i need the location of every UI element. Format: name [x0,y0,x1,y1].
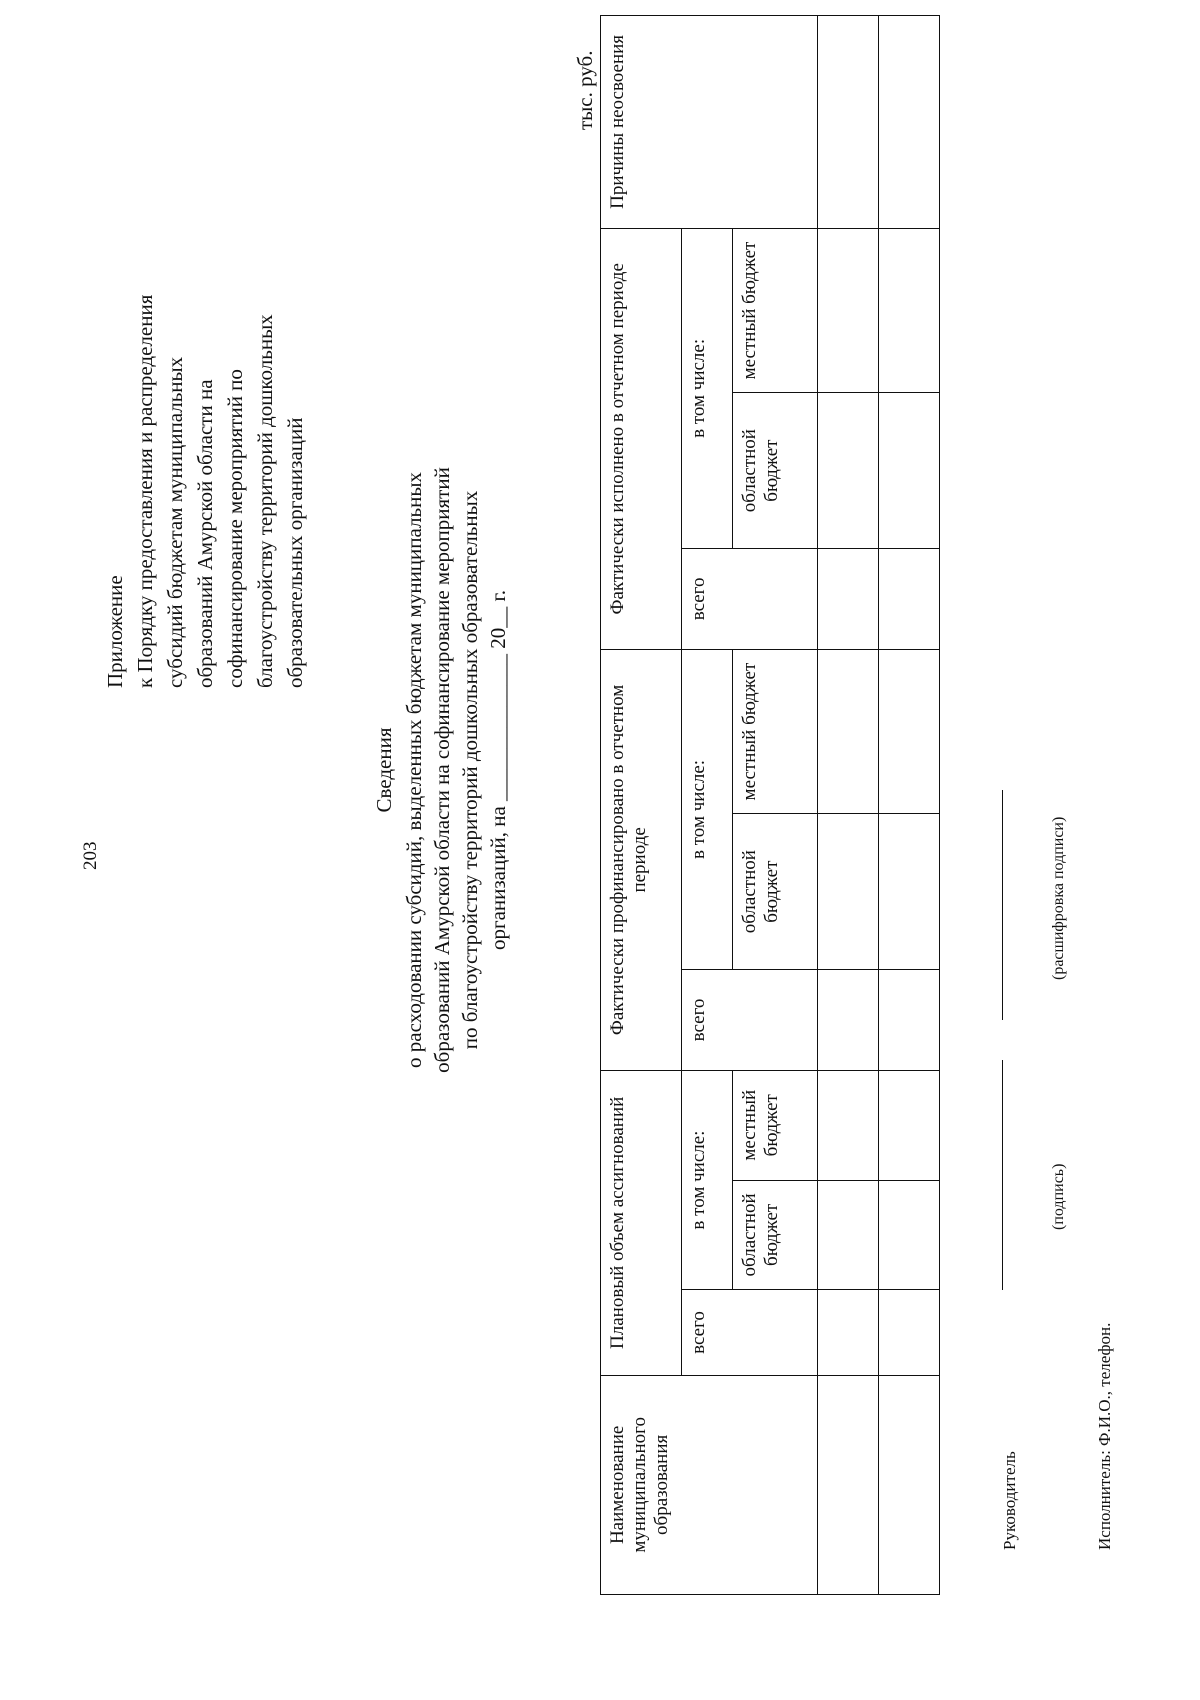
header-financed-local: местный бюджет [733,649,818,814]
table-cell[interactable] [879,228,940,392]
table-cell[interactable] [879,649,940,814]
table-cell[interactable] [879,16,940,229]
report-table [600,15,940,1595]
table-cell[interactable] [879,970,940,1071]
table-cell[interactable] [818,548,879,649]
header-financed-regional: областной бюджет [733,814,818,970]
table-cell[interactable] [879,814,940,970]
header-row-2 [682,16,733,1595]
table-cell[interactable] [879,548,940,649]
table-cell[interactable] [818,1070,879,1180]
table-cell[interactable] [879,1180,940,1290]
head-label: Руководитель [1000,1451,1019,1550]
signature-line [1002,1060,1003,1290]
table-cell[interactable] [879,1290,940,1376]
table-cell[interactable] [818,814,879,970]
table-cell[interactable] [879,1375,940,1594]
document-subtitle: о расходовании субсидий, выделенных бюджетам муниципальных образований Амурской области на софинансирование мероприятий по благоустройству территорий дошкольных образовательных организаций, на ______________ 20__ г. [402,467,510,1073]
table-row [818,16,879,1595]
document-title: Сведения [372,727,396,813]
header-executed-local: местный бюджет [733,228,818,392]
table-cell[interactable] [818,1290,879,1376]
page-number: 203 [80,841,101,870]
table-row [879,16,940,1595]
table-cell[interactable] [879,393,940,549]
header-plan-including: в том числе: [682,1070,733,1289]
table-cell[interactable] [818,228,879,392]
table-cell[interactable] [818,649,879,814]
table-cell[interactable] [818,970,879,1071]
table-cell[interactable] [818,16,879,229]
header-executed: Фактически исполнено в отчетном периоде [601,228,682,649]
table-cell[interactable] [818,393,879,549]
units-label: тыс. руб. [573,50,597,130]
header-financed-total: всего [682,970,818,1071]
header-plan-regional: областной бюджет [733,1180,818,1290]
header-plan-local: местный бюджет [733,1070,818,1180]
header-executed-total: всего [682,548,818,649]
title-block [370,320,512,1220]
header-plan-total: всего [682,1290,818,1376]
signature-caption: (подпись) [1050,1163,1067,1230]
table-cell[interactable] [818,1375,879,1594]
executor-label: Исполнитель: Ф.И.О., телефон. [1095,1322,1114,1550]
header-reasons: Причины неосвоения [601,16,818,229]
table-cell[interactable] [879,1070,940,1180]
header-plan: Плановый объем ассигнований [601,1070,682,1375]
decode-caption: (расшифровка подписи) [1050,816,1067,980]
header-executed-including: в том числе: [682,228,733,548]
header-financed-including: в том числе: [682,649,733,969]
header-financed: Фактически профинансировано в отчетном периоде [601,649,682,1070]
header-row-1 [601,16,682,1595]
table-cell[interactable] [818,1180,879,1290]
annex-note: Приложение к Порядку предоставления и распределения субсидий бюджетам муниципальных образований Амурской области на софинансирование мероприятий по благоустройству территорий дошкольных образовательных организаций [103,294,307,688]
decode-line [1002,790,1003,1020]
header-executed-regional: областной бюджет [733,393,818,549]
header-name: Наименование муниципального образования [601,1375,818,1594]
